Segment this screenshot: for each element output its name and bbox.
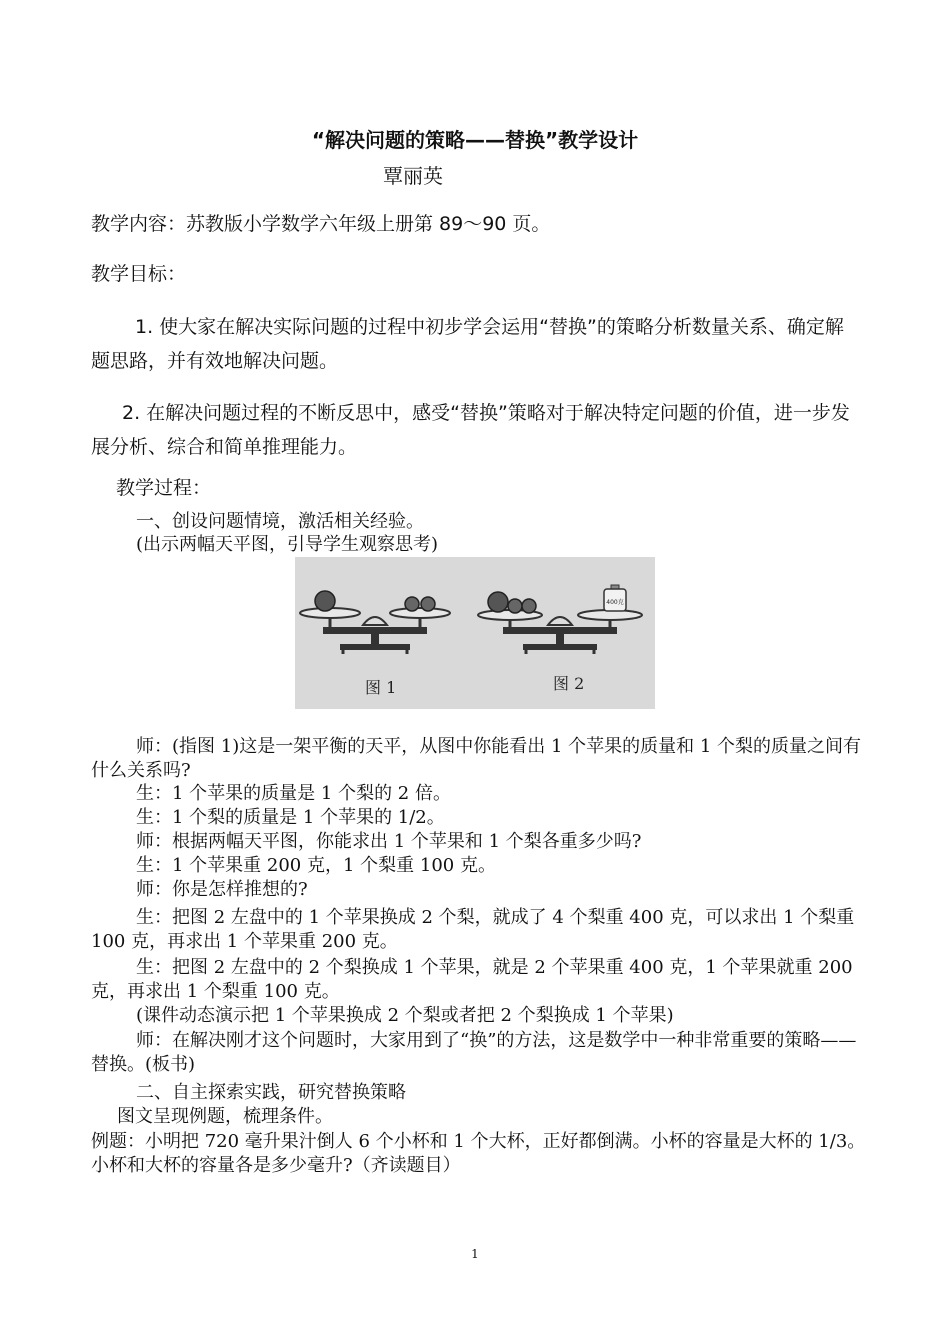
balance-scales-figure: [295, 557, 655, 709]
pear-icon: [508, 599, 522, 613]
weight-label: 400克: [606, 599, 624, 606]
page-number: 1: [471, 1247, 479, 1261]
process-heading: 教学过程：: [116, 477, 212, 499]
pear-icon: [522, 599, 536, 613]
pear-icon: [405, 597, 419, 611]
apple-icon: [315, 591, 335, 611]
section-1-note: (出示两幅天平图，引导学生观察思考): [136, 534, 439, 555]
section-1-heading: 一、创设问题情境，激活相关经验。: [136, 511, 424, 532]
dialogue-line: 师：(指图 1)这是一架平衡的天平，从图中你能看出 1 个苹果的质量和 1 个梨的质量之间有什么关系吗?: [91, 736, 862, 781]
dialogue-line: 师：根据两幅天平图，你能求出 1 个苹果和 1 个梨各重多少吗?: [136, 831, 642, 852]
dialogue-line: 生：1 个苹果的质量是 1 个梨的 2 倍。: [136, 783, 451, 804]
dialogue-line: 师：你是怎样推想的?: [136, 879, 308, 900]
section-2-subheading: 图文呈现例题，梳理条件。: [117, 1106, 333, 1127]
document-title: “解决问题的策略——替换”教学设计: [311, 128, 639, 152]
figure-label-2: 图 2: [553, 674, 585, 693]
goal-2: 2. 在解决问题过程的不断反思中，感受“替换”策略对于解决特定问题的价值，进一步发展分析、综合和简单推理能力。: [91, 402, 850, 458]
goal-1: 1. 使大家在解决实际问题的过程中初步学会运用“替换”的策略分析数量关系、确定解题思路，并有效地解决问题。: [91, 316, 844, 372]
dialogue-line: 师：在解决刚才这个问题时，大家用到了“换”的方法，这是数学中一种非常重要的策略——替换。(板书): [91, 1030, 857, 1075]
goals-heading: 教学目标：: [91, 263, 187, 285]
dialogue-line: 生：1 个苹果重 200 克，1 个梨重 100 克。: [136, 855, 496, 876]
dialogue-line: 生：把图 2 左盘中的 1 个苹果换成 2 个梨，就成了 4 个梨重 400 克，可以求出 1 个梨重 100 克，再求出 1 个苹果重 200 克。: [91, 907, 855, 952]
apple-icon: [488, 592, 508, 612]
example-problem: 例题：小明把 720 毫升果汁倒人 6 个小杯和 1 个大杯，正好都倒满。小杯的容量是大杯的 1/3。小杯和大杯的容量各是多少毫升?（齐读题目）: [91, 1131, 866, 1176]
content-line: 教学内容：苏教版小学数学六年级上册第 89～90 页。: [91, 213, 551, 235]
author-name: 覃丽英: [383, 164, 443, 188]
dialogue-line: 生：1 个梨的质量是 1 个苹果的 1/2。: [136, 807, 445, 828]
dialogue-line: (课件动态演示把 1 个苹果换成 2 个梨或者把 2 个梨换成 1 个苹果): [136, 1005, 674, 1026]
dialogue-line: 生：把图 2 左盘中的 2 个梨换成 1 个苹果，就是 2 个苹果重 400 克，1 个苹果就重 200 克，再求出 1 个梨重 100 克。: [91, 957, 853, 1002]
weight-icon: [604, 585, 626, 611]
pear-icon: [421, 597, 435, 611]
figure-label-1: 图 1: [365, 678, 397, 697]
section-2-heading: 二、自主探索实践，研究替换策略: [136, 1082, 406, 1103]
